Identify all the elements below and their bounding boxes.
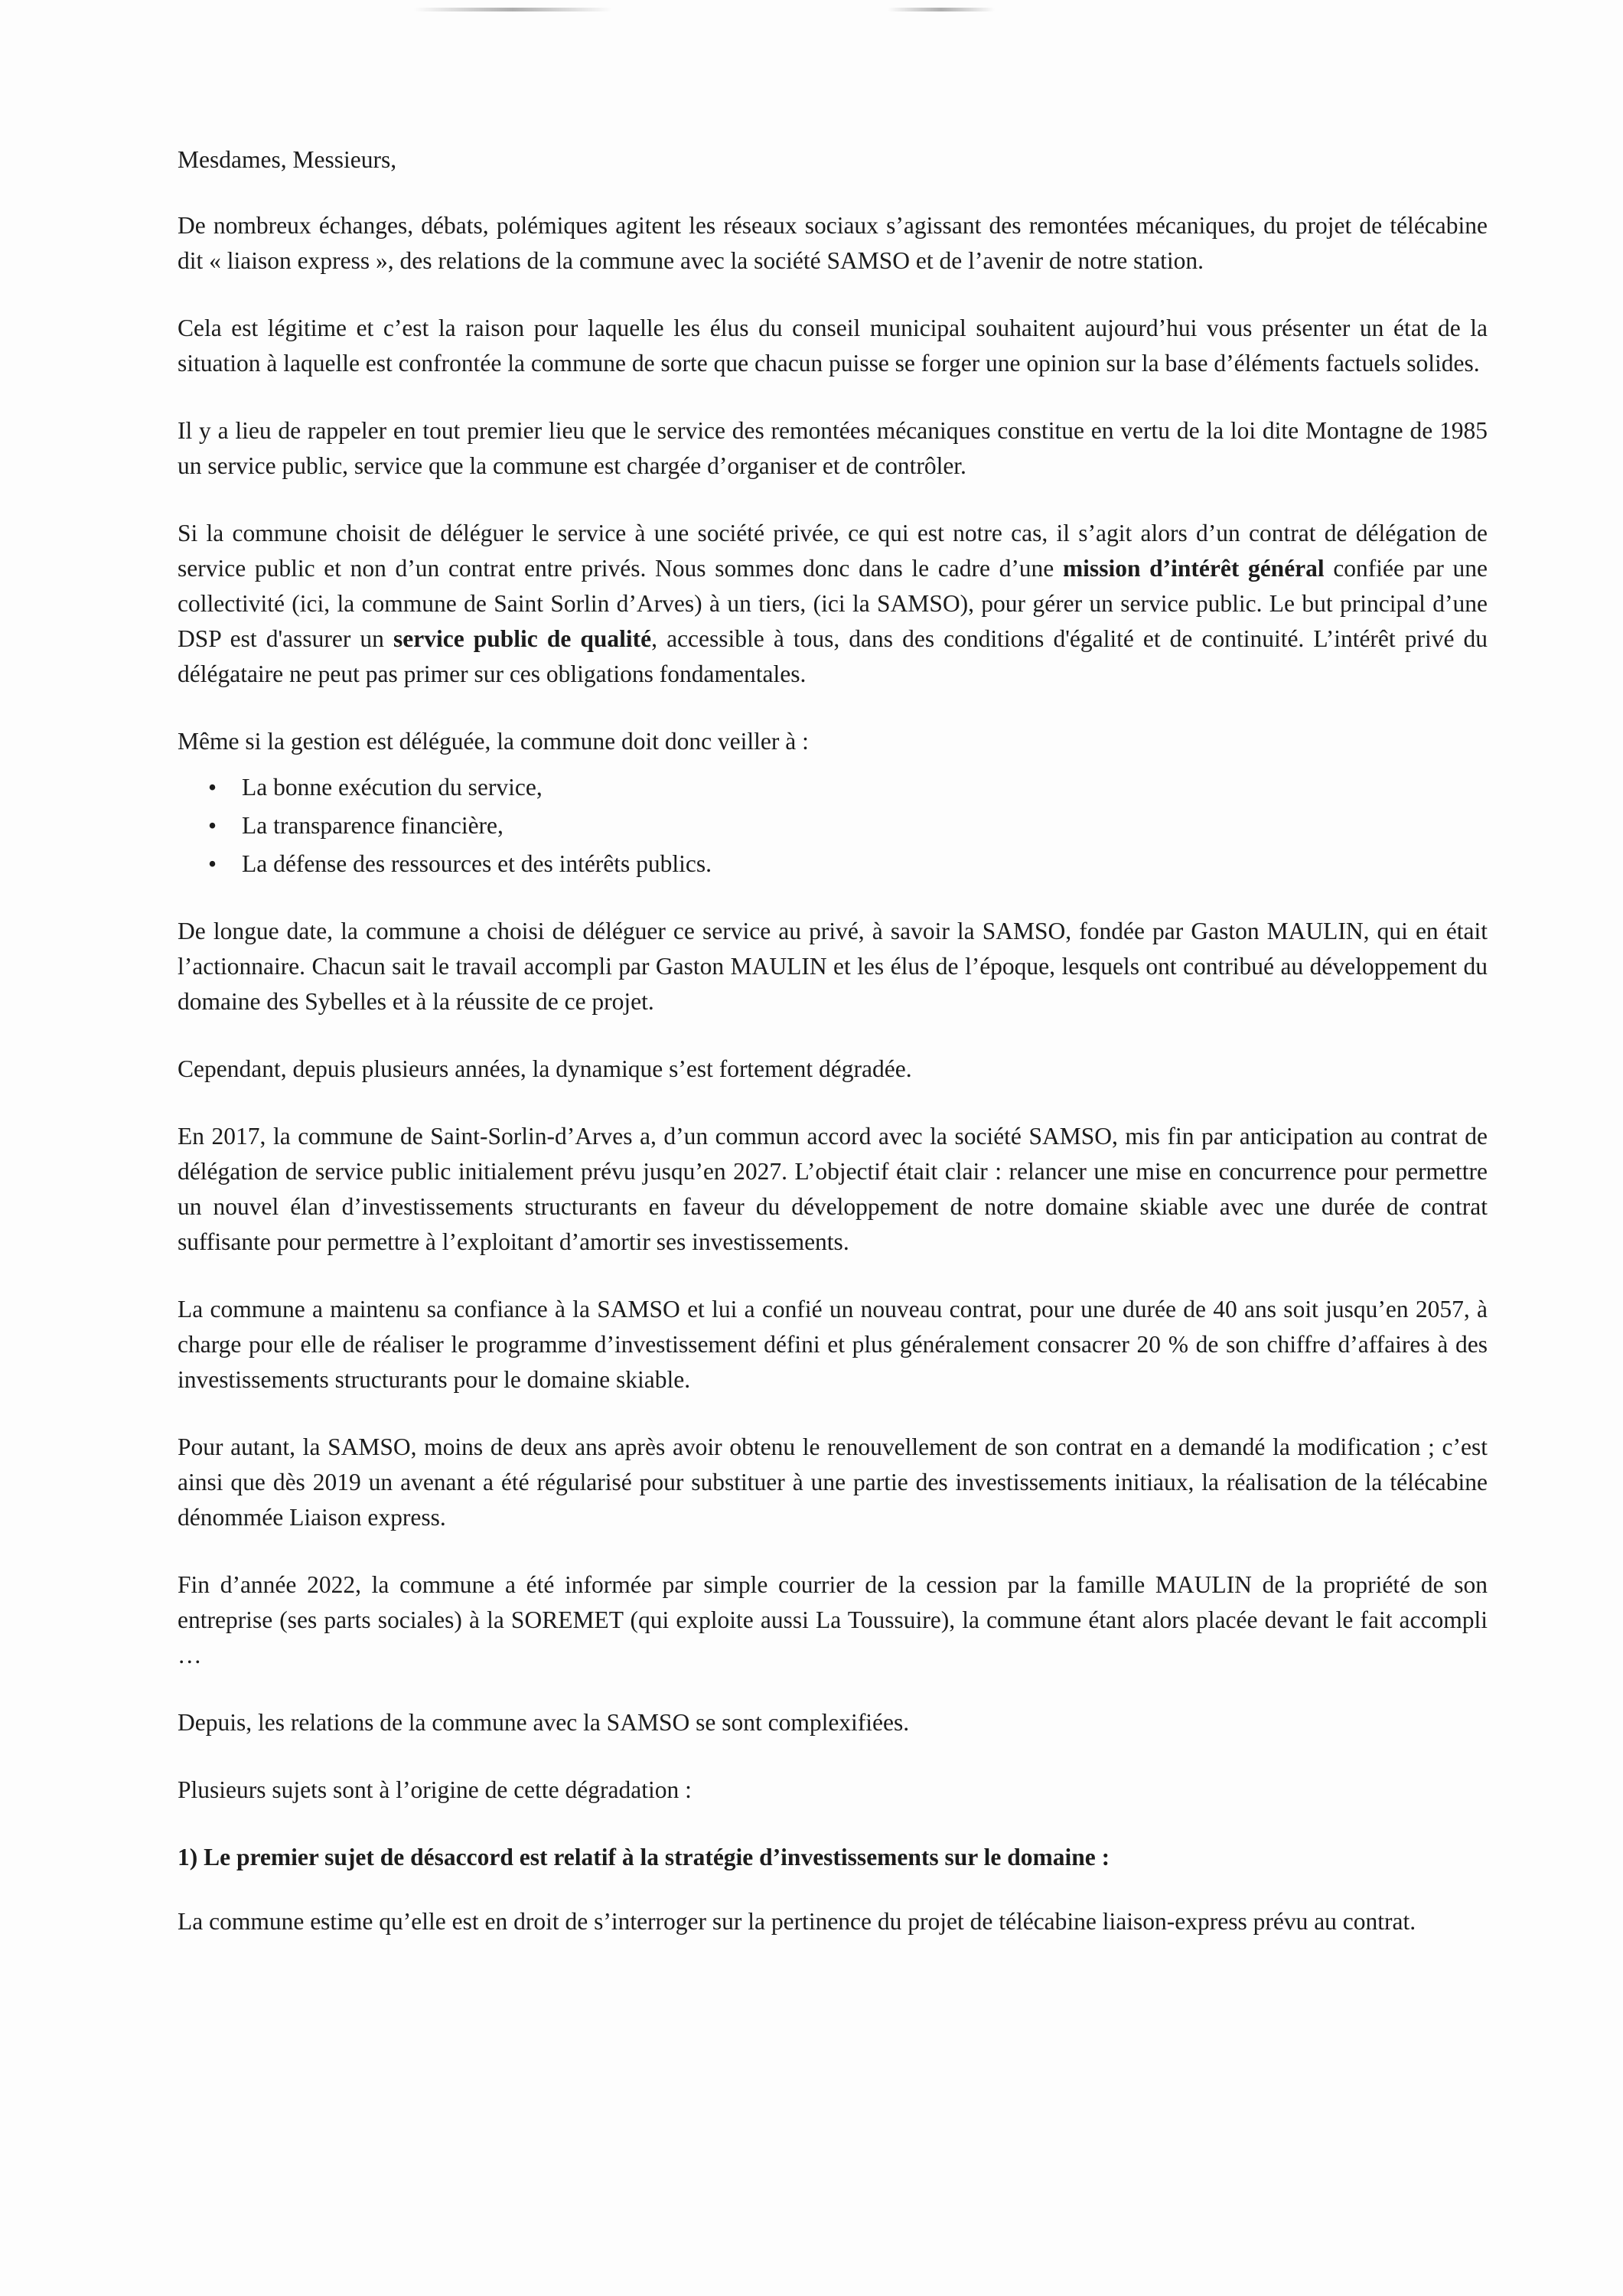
paragraph-relations: Depuis, les relations de la commune avec la SAMSO se sont complexifiées. <box>178 1709 910 1736</box>
paragraph-obligations-intro: Même si la gestion est déléguée, la commune doit donc veiller à : <box>178 728 809 755</box>
paragraph-history: De longue date, la commune a choisi de déléguer ce service au privé, à savoir la SAMSO, fondée par Gaston MAULIN, qui en était l’actionnaire. Chacun sait le travail accompli par Gaston MAULIN et les élus de l’époque, lesquels ont contribué au développement du domaine des Sybelles et à la réussite de ce projet. <box>178 918 1488 1015</box>
paragraph-dsp-text-1: Si la commune choisit de déléguer le service à une société privée, ce qui est notre cas, il s’agit alors d’un contrat de délégation de service public et non d’un contrat entre privés. Nous sommes donc dans le cadre d’une <box>178 520 1488 582</box>
paragraph-new-contract: La commune a maintenu sa confiance à la SAMSO et lui a confié un nouveau contrat, pour une durée de 40 ans soit jusqu’en 2057, à charge pour elle de réaliser le programme d’investissement défini et plus généralement consacrer 20 % de son chiffre d’affaires à des investissements structurants pour le domaine skiable. <box>178 1296 1488 1393</box>
paragraph-dsp-text-2: confiée par une collectivité (ici, la commune de Saint Sorlin d’Arves) à un tiers, (ici la SAMSO), pour gérer un service public. Le but principal d’une DSP est d'assurer un <box>178 555 1488 652</box>
paragraph-purpose: Cela est légitime et c’est la raison pour laquelle les élus du conseil municipal souhaitent aujourd’hui vous présenter un état de la situation à laquelle est confrontée la commune de sorte que chacun puisse se forger une opinion sur la base d’éléments factuels solides. <box>178 315 1488 377</box>
scan-artifact-left <box>413 8 612 11</box>
list-item <box>178 768 1488 807</box>
emphasis-mission-interet-general: mission d’intérêt général <box>1062 555 1325 582</box>
bullet-icon: • <box>208 812 217 839</box>
salutation: Mesdames, Messieurs, <box>178 146 397 173</box>
bullet-icon: • <box>208 774 217 801</box>
paragraph-2022-sale: Fin d’année 2022, la commune a été informée par simple courrier de la cession par la famille MAULIN de la propriété de son entreprise (ses parts sociales) à la SOREMET (qui exploite aussi La Toussuire), la commune étant alors placée devant le fait accompli … <box>178 1571 1488 1668</box>
paragraph-dsp <box>178 516 1488 692</box>
list-item <box>178 807 1488 845</box>
paragraph-amendment: Pour autant, la SAMSO, moins de deux ans après avoir obtenu le renouvellement de son contrat en a demandé la modification ; c’est ainsi que dès 2019 un avenant a été régularisé pour substituer à une partie des investissements initiaux, la réalisation de la télécabine dénommée Liaison express. <box>178 1433 1488 1531</box>
section-heading-number: 1) <box>178 1844 198 1870</box>
list-item <box>178 845 1488 883</box>
letter-body <box>178 142 1488 1971</box>
bullet-icon: • <box>208 850 217 877</box>
paragraph-2017: En 2017, la commune de Saint-Sorlin-d’Arves a, d’un commun accord avec la société SAMSO, mis fin par anticipation au contrat de délégation de service public initialement prévu jusqu’en 2027. L’objectif était clair : relancer une mise en concurrence pour permettre un nouvel élan d’investissements structurants en faveur du développement de notre domaine skiable avec une durée de contrat suffisante pour permettre à l’exploitant d’amortir ses investissements. <box>178 1123 1488 1255</box>
emphasis-service-public-qualite: service public de qualité <box>393 625 652 652</box>
list-item-text: La défense des ressources et des intérêts publics. <box>242 850 712 877</box>
list-item-text: La bonne exécution du service, <box>242 774 543 801</box>
section-heading-1 <box>178 1840 1488 1875</box>
obligations-list <box>178 768 1488 883</box>
scan-artifact-right <box>888 8 995 11</box>
section-heading-text: Le premier sujet de désaccord est relatif à la stratégie d’investissements sur le domaine : <box>204 1844 1110 1870</box>
paragraph-intro: De nombreux échanges, débats, polémiques agitent les réseaux sociaux s’agissant des remontées mécaniques, du projet de télécabine dit « liaison express », des relations de la commune avec la société SAMSO et de l’avenir de notre station. <box>178 212 1488 274</box>
paragraph-subjects-intro: Plusieurs sujets sont à l’origine de cette dégradation : <box>178 1776 692 1803</box>
paragraph-liaison-express: La commune estime qu’elle est en droit de s’interroger sur la pertinence du projet de télécabine liaison-express prévu au contrat. <box>178 1908 1416 1935</box>
list-item-text: La transparence financière, <box>242 812 504 839</box>
paragraph-degradation: Cependant, depuis plusieurs années, la dynamique s’est fortement dégradée. <box>178 1055 912 1082</box>
paragraph-dsp-text-3: , accessible à tous, dans des conditions d'égalité et de continuité. L’intérêt privé du délégataire ne peut pas primer sur ces obligations fondamentales. <box>178 625 1488 687</box>
paragraph-public-service: Il y a lieu de rappeler en tout premier lieu que le service des remontées mécaniques constitue en vertu de la loi dite Montagne de 1985 un service public, service que la commune est chargée d’organiser et de contrôler. <box>178 417 1488 479</box>
